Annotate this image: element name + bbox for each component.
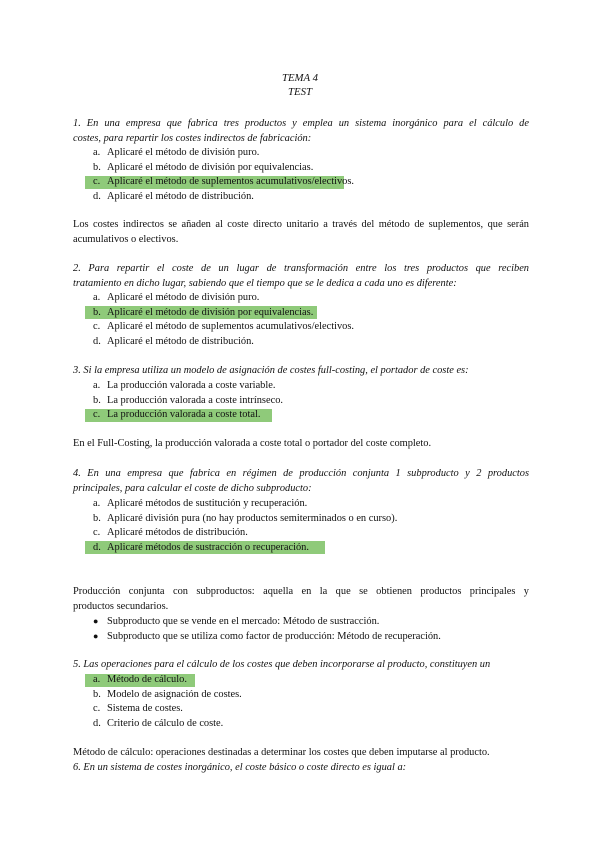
q1-explanation-line-2: acumulativos o electivos. bbox=[73, 233, 179, 245]
q2-option-d bbox=[93, 335, 254, 350]
q4-explanation-line-2: productos secundarios. bbox=[73, 600, 169, 612]
title-topic: TEMA 4 bbox=[281, 72, 319, 84]
q1-explanation-line-1: Los costes indirectos se añaden al coste directo unitario a través del método de suplementos, que serán bbox=[73, 219, 529, 230]
question-1 bbox=[73, 117, 529, 146]
q5-option-d bbox=[93, 717, 223, 732]
q2-option-a bbox=[93, 291, 259, 306]
bullet-icon: ● bbox=[93, 616, 99, 626]
q1-option-d-text: Aplicaré el método de distribución. bbox=[107, 190, 254, 202]
title-test: TEST bbox=[287, 86, 312, 98]
q3-explanation bbox=[73, 437, 529, 452]
q3-option-b bbox=[93, 394, 283, 409]
question-6-line-1: 6. En un sistema de costes inorgánico, el coste básico o coste directo es igual a: bbox=[73, 761, 407, 773]
q4-option-a-text: Aplicaré métodos de sustitución y recuperación. bbox=[107, 498, 308, 509]
q1-option-b bbox=[93, 161, 313, 176]
q1-option-d-marker: d. bbox=[93, 190, 101, 202]
q1-option-c-text: Aplicaré el método de suplementos acumulativos/electivos. bbox=[107, 176, 354, 187]
question-5-line-1: 5. Las operaciones para el cálculo de los costes que deben incorporarse al producto, constituyen un bbox=[73, 659, 491, 670]
bullet-icon: ● bbox=[93, 630, 99, 641]
q2-option-a-text: Aplicaré el método de división puro. bbox=[107, 292, 260, 303]
q4-explanation-bullet-2 bbox=[93, 629, 441, 644]
q2-option-d-text: Aplicaré el método de distribución. bbox=[107, 335, 254, 347]
q1-option-a-marker: a. bbox=[93, 147, 101, 158]
q1-option-b-text: Aplicaré el método de división por equivalencias. bbox=[107, 161, 314, 173]
q3-option-a-text: La producción valorada a coste variable. bbox=[107, 380, 276, 391]
q3-option-c bbox=[93, 408, 261, 423]
q3-option-b-marker: b. bbox=[93, 394, 101, 406]
q5-explanation bbox=[73, 746, 529, 761]
question-4-line-1: 4. En una empresa que fabrica en régimen de producción conjunta 1 subproducto y 2 productos bbox=[73, 468, 529, 479]
q2-option-c-text: Aplicaré el método de suplementos acumulativos/electivos. bbox=[107, 321, 354, 332]
q1-option-a-text: Aplicaré el método de división puro. bbox=[107, 147, 260, 158]
question-2-line-2: tratamiento en dicho lugar, sabiendo que el tiempo que se le dedica a cada uno es diferente: bbox=[73, 277, 457, 289]
q4-option-a bbox=[93, 497, 307, 512]
question-5 bbox=[73, 658, 529, 673]
q5-explanation-line-1: Método de cálculo: operaciones destinadas a determinar los costes que deben imputarse al producto. bbox=[73, 747, 490, 758]
q5-option-b-marker: b. bbox=[93, 688, 101, 700]
question-1-line-1: 1. En una empresa que fabrica tres productos y emplea un sistema inorgánico para el cálculo de bbox=[73, 118, 529, 129]
q5-option-d-marker: d. bbox=[93, 717, 101, 729]
q5-option-c-marker: c. bbox=[93, 703, 101, 714]
q3-option-c-text: La producción valorada a coste total. bbox=[107, 409, 261, 420]
q2-option-c-marker: c. bbox=[93, 321, 101, 332]
q4-explanation bbox=[73, 585, 529, 614]
question-3-line-1: 3. Si la empresa utiliza un modelo de asignación de costes full-costing, el portador de coste es: bbox=[73, 365, 469, 376]
question-4 bbox=[73, 467, 529, 496]
q4-option-c-marker: c. bbox=[93, 527, 101, 538]
q4-option-a-marker: a. bbox=[93, 498, 101, 509]
q3-option-a-marker: a. bbox=[93, 380, 101, 391]
q4-bullet-1-text: Subproducto que se vende en el mercado: Método de sustracción. bbox=[107, 616, 380, 627]
q5-option-b bbox=[93, 688, 242, 703]
q4-option-b-marker: b. bbox=[93, 512, 101, 524]
q1-option-c bbox=[93, 175, 354, 190]
q4-option-c bbox=[93, 526, 248, 541]
q4-explanation-bullet-1 bbox=[93, 614, 379, 629]
q2-option-b-marker: b. bbox=[93, 306, 101, 318]
q1-option-a bbox=[93, 146, 259, 161]
q3-option-b-text: La producción valorada a coste intrínseco. bbox=[107, 394, 283, 406]
q4-option-d-text: Aplicaré métodos de sustracción o recuperación. bbox=[107, 541, 309, 553]
q2-option-d-marker: d. bbox=[93, 335, 101, 347]
question-2-line-1: 2. Para repartir el coste de un lugar de transformación entre los tres productos que reciben bbox=[73, 263, 529, 274]
q2-option-a-marker: a. bbox=[93, 292, 101, 303]
q1-option-c-marker: c. bbox=[93, 176, 101, 187]
q5-option-a bbox=[93, 673, 187, 688]
q1-explanation bbox=[73, 218, 529, 247]
q3-option-a bbox=[93, 379, 275, 394]
question-4-line-2: principales, para calcular el coste de dicho subproducto: bbox=[73, 482, 312, 494]
q4-option-c-text: Aplicaré métodos de distribución. bbox=[107, 527, 248, 538]
question-6 bbox=[73, 761, 529, 776]
q5-option-c-text: Sistema de costes. bbox=[107, 703, 183, 714]
q4-explanation-line-1: Producción conjunta con subproductos: aquella en la que se obtienen productos principales y bbox=[73, 586, 529, 597]
q5-option-b-text: Modelo de asignación de costes. bbox=[107, 688, 242, 700]
q5-option-a-marker: a. bbox=[93, 674, 101, 685]
q1-option-d bbox=[93, 190, 254, 205]
q3-explanation-line-1: En el Full-Costing, la producción valorada a coste total o portador del coste completo. bbox=[73, 438, 432, 449]
q4-option-b bbox=[93, 512, 397, 527]
q2-option-b-text: Aplicaré el método de división por equivalencias. bbox=[107, 306, 314, 318]
q2-option-b bbox=[93, 306, 313, 321]
question-1-line-2: costes, para repartir los costes indirectos de fabricación: bbox=[73, 132, 312, 144]
q4-option-b-text: Aplicaré división pura (no hay productos semiterminados o en curso). bbox=[107, 512, 398, 524]
q1-option-b-marker: b. bbox=[93, 161, 101, 173]
q4-option-d-marker: d. bbox=[93, 541, 101, 553]
q2-option-c bbox=[93, 320, 354, 335]
q4-option-d bbox=[93, 541, 309, 556]
question-3 bbox=[73, 364, 529, 379]
q3-option-c-marker: c. bbox=[93, 409, 101, 420]
question-2 bbox=[73, 262, 529, 291]
q4-bullet-2-text: Subproducto que se utiliza como factor de producción: Método de recuperación. bbox=[107, 630, 441, 642]
q5-option-d-text: Criterio de cálculo de coste. bbox=[107, 717, 224, 729]
q5-option-a-text: Método de cálculo. bbox=[107, 674, 187, 685]
q5-option-c bbox=[93, 702, 183, 717]
